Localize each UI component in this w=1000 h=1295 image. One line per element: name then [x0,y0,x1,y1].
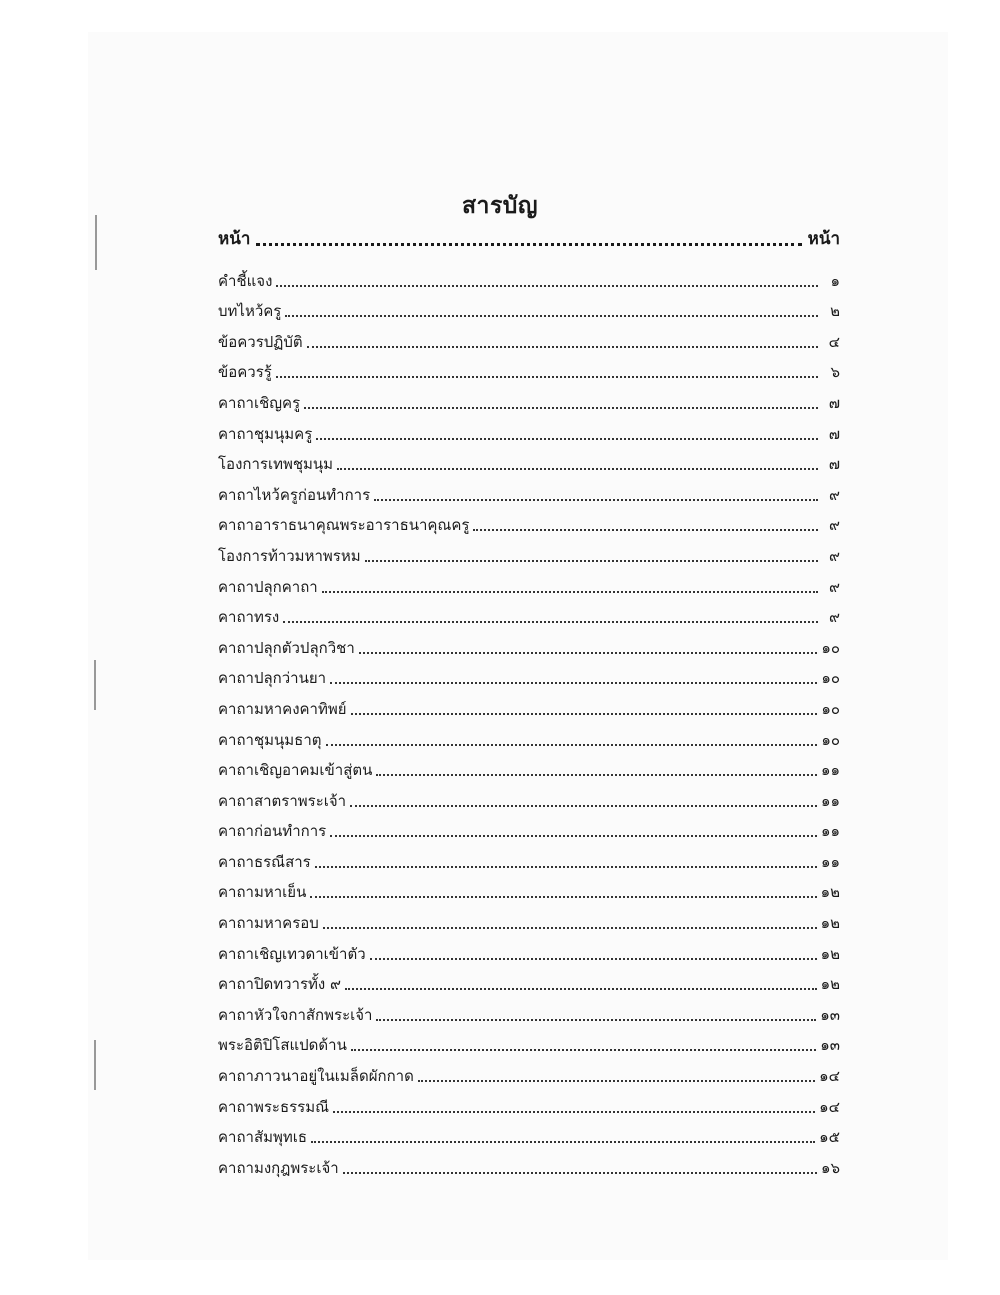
toc-entry-title: คาถาภาวนาอยู่ในเมล็ดผักกาด [218,1067,414,1086]
leader-dots [473,529,818,531]
toc-entry-title: คาถาไหว้ครูก่อนทำการ [218,485,371,504]
leader-dots [350,805,817,807]
toc-entry-page: ๑๐ [821,730,840,749]
toc-entry-title: คาถาก่อนทำการ [218,822,327,841]
toc-entry-page: ๑๐ [821,669,840,688]
scan-mark [94,660,96,710]
toc-header [218,224,840,252]
leader-dots [326,744,818,746]
leader-dots [330,682,817,684]
toc-entry-title: คาถาปลุกคาถา [218,577,318,596]
toc-entry [218,262,840,293]
toc-entry [218,935,840,966]
toc-entry-title: คาถาเชิญครู [218,393,301,412]
toc-entry [218,1027,840,1058]
toc-entry-title: คาถาเชิญอาคมเข้าสู่ตน [218,761,373,780]
toc-entry-page: ๙ [829,577,840,596]
toc-entry [218,446,840,477]
toc-entry [218,752,840,783]
toc-entry-page: ๙ [829,516,840,535]
header-page-right: หน้า [807,229,840,249]
toc-entry-title: คาถาปลุกว่านยา [218,669,327,688]
toc-entry-page: ๑๓ [820,1005,840,1024]
toc-entry-page: ๑๑ [820,822,840,841]
leader-dots [345,988,817,990]
toc-entry [218,476,840,507]
toc-entry-page: ๗ [828,455,840,474]
toc-entry-page: ๑๐ [821,699,840,718]
leader-dots [256,243,801,246]
toc-entry [218,1149,840,1180]
toc-entry [218,904,840,935]
toc-entry [218,813,840,844]
toc-entry-title: คำชี้แจง [218,271,273,290]
header-page-left: หน้า [218,229,251,249]
toc-entry-title: คาถาหัวใจกาสักพระเจ้า [218,1005,373,1024]
leader-dots [304,407,818,409]
leader-dots [359,652,818,654]
toc-entry [218,354,840,385]
toc-entry [218,629,840,660]
toc-entry-page: ๑๑ [820,791,840,810]
toc-entry-title: โองการท้าวมหาพรหม [218,546,361,565]
leader-dots [370,958,817,960]
toc-entry-title: คาถาทรง [218,608,280,627]
leader-dots [311,1141,815,1143]
toc-entry-title: คาถามงกุฎพระเจ้า [218,1158,339,1177]
leader-dots [374,499,818,501]
toc-entry-page: ๑๒ [820,975,840,994]
toc-entry-page: ๑๔ [819,1067,840,1086]
toc-entry-page: ๑๐ [821,638,840,657]
toc-entry-title: คาถาปิดทวารทั้ง ๙ [218,975,341,994]
leader-dots [418,1080,815,1082]
toc-entry-title: คาถาสาตราพระเจ้า [218,791,347,810]
scan-mark [94,1040,96,1090]
toc-entry-page: ๑ [830,271,840,290]
toc-entry-page: ๑๓ [820,1036,840,1055]
leader-dots [276,285,818,287]
toc-entry-title: พระอิติปิโสแปดด้าน [218,1036,347,1055]
toc-entry [218,721,840,752]
leader-dots [337,468,818,470]
toc-entry [218,599,840,630]
toc-entry-page: ๒ [830,302,840,321]
toc-entry-title: คาถามหาเย็น [218,883,307,902]
leader-dots [376,774,817,776]
toc-entry [218,996,840,1027]
toc-entry-title: คาถาอาราธนาคุณพระอาราธนาคุณครู [218,516,470,535]
toc-entry [218,507,840,538]
toc-entry-title: คาถาเชิญเทวดาเข้าตัว [218,944,366,963]
toc-entry-title: ข้อควรรู้ [218,363,272,382]
toc-entry [218,384,840,415]
toc-entry-title: คาถาชุมนุมธาตุ [218,730,322,749]
leader-dots [343,1172,817,1174]
toc-entry-title: คาถาสัมพุทเธ [218,1128,308,1147]
leader-dots [323,927,817,929]
toc-entry-page: ๑๑ [820,852,840,871]
toc-entry-page: ๗ [828,424,840,443]
toc-entry [218,782,840,813]
toc-entry-title: คาถาชุมนุมครู [218,424,313,443]
toc-entry-page: ๑๔ [819,1097,840,1116]
toc-entry [218,293,840,324]
toc-title: สารบัญ [461,193,538,219]
toc-entry-title: คาถาธรณีสาร [218,852,311,871]
toc-entry [218,660,840,691]
leader-dots [351,1049,816,1051]
toc-entry [218,1057,840,1088]
leader-dots [322,591,818,593]
toc-entry-title: คาถาปลุกตัวปลุกวิชา [218,638,355,657]
toc-entry-title: บทไหว้ครู [218,302,282,321]
leader-dots [310,896,816,898]
toc-entry [218,323,840,354]
toc-entry-page: ๑๕ [819,1128,840,1147]
toc-entry [218,415,840,446]
toc-entry-title: คาถามหาครอบ [218,914,319,933]
toc-entry-page: ๑๑ [820,761,840,780]
toc-list [218,262,840,1180]
leader-dots [285,315,818,317]
toc-entry-page: ๙ [829,546,840,565]
leader-dots [376,1019,816,1021]
leader-dots [333,1111,815,1113]
toc-entry-page: ๑๖ [820,1158,840,1177]
leader-dots [315,866,817,868]
toc-entry [218,690,840,721]
toc-entry-page: ๙ [829,608,840,627]
toc-entry [218,1119,840,1150]
toc-entry-page: ๑๒ [820,914,840,933]
toc-entry [218,568,840,599]
leader-dots [276,376,818,378]
toc-entry-title: คาถาพระธรรมณี [218,1097,330,1116]
leader-dots [316,438,818,440]
toc-entry-page: ๖ [830,363,840,382]
toc-entry-page: ๑๒ [820,944,840,963]
leader-dots [351,713,818,715]
toc-entry [218,537,840,568]
leader-dots [283,621,818,623]
leader-dots [307,346,818,348]
toc-entry-page: ๗ [828,393,840,412]
toc-entry-page: ๙ [829,485,840,504]
toc-entry-page: ๔ [828,332,840,351]
toc-entry [218,874,840,905]
leader-dots [330,835,817,837]
toc-entry-title: ข้อควรปฏิบัติ [218,332,303,351]
toc-entry-page: ๑๒ [820,883,840,902]
toc-entry [218,843,840,874]
toc-entry-title: คาถามหาคงคาทิพย์ [218,699,347,718]
toc-entry [218,1088,840,1119]
toc-entry-title: โองการเทพชุมนุม [218,455,334,474]
leader-dots [365,560,818,562]
toc-entry [218,966,840,997]
